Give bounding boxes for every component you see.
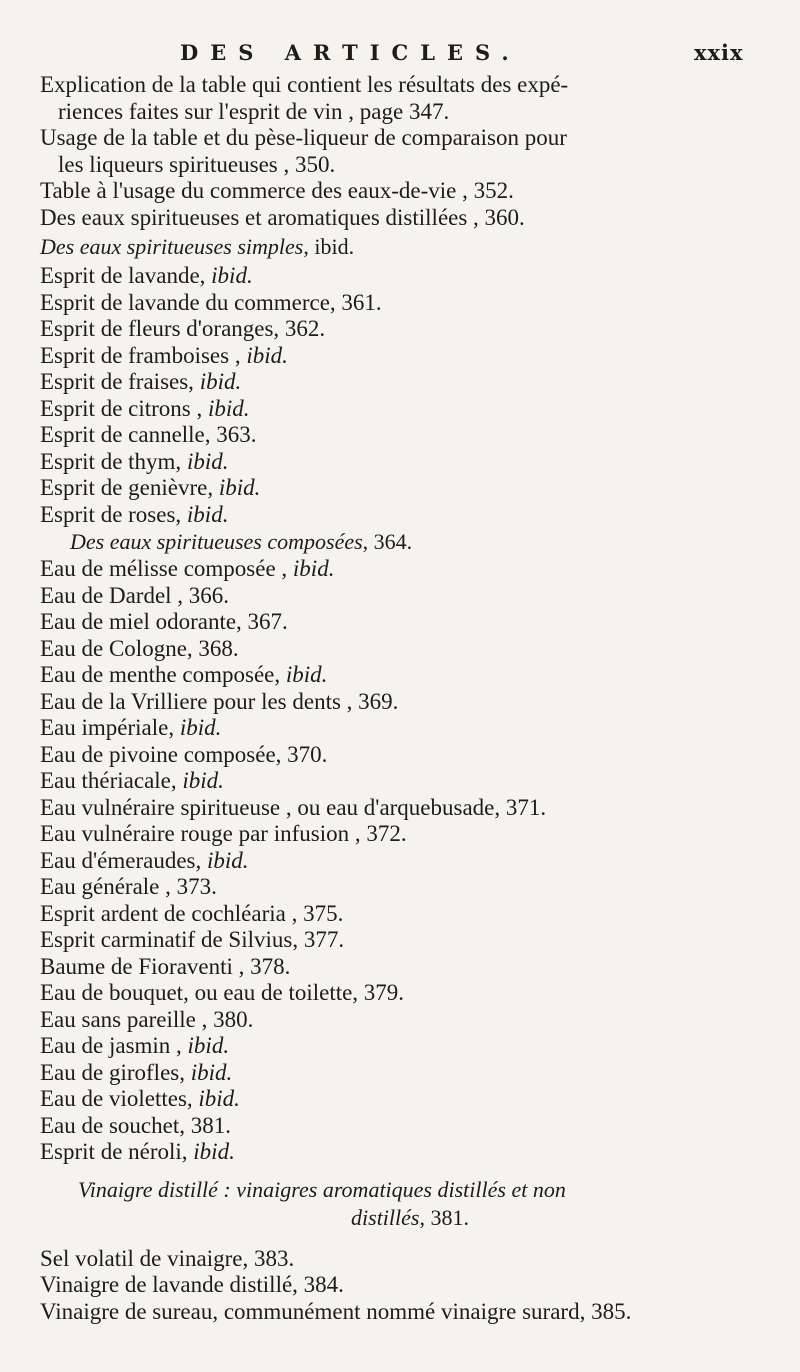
list-item: Sel volatil de vinaigre, 383.	[40, 1245, 295, 1271]
list-item: riences faites sur l'esprit de vin , page 347.	[58, 98, 450, 124]
list-item	[40, 689, 780, 716]
entry-name: Eau de bouquet, ou eau de toilette, 379.	[40, 980, 405, 1005]
intro-entries	[40, 72, 780, 231]
section-ref: , 381.	[419, 1204, 469, 1230]
entry-ref: ibid.	[179, 715, 222, 740]
section-heading-vinegar-cont	[40, 1204, 780, 1232]
entry-name: Esprit de lavande,	[40, 263, 212, 288]
list-item	[40, 768, 780, 795]
entry-name: Esprit carminatif de Silvius, 377.	[40, 927, 345, 952]
section-title: Des eaux spiritueuses composées	[70, 529, 363, 554]
entry-name: Esprit de lavande du commerce, 361.	[40, 289, 382, 315]
list-item	[40, 369, 780, 396]
list-item: Des eaux spiritueuses et aromatiques distillées , 360.	[40, 204, 525, 230]
entry-ref: ibid.	[207, 847, 249, 873]
compound-waters-list	[40, 556, 780, 1166]
entry-name: Esprit de cannelle, 363.	[40, 422, 257, 447]
entry-name: Eau d'émeraudes,	[40, 847, 207, 873]
list-item	[40, 556, 780, 583]
entry-ref: ibid.	[208, 395, 250, 421]
list-item	[40, 715, 780, 742]
list-item	[40, 636, 780, 663]
entry-ref: ibid.	[292, 556, 335, 581]
section-title-line2: distillés	[351, 1204, 420, 1230]
list-item	[40, 848, 780, 875]
list-item: Vinaigre de lavande distillé, 384.	[40, 1272, 344, 1297]
list-item	[40, 343, 780, 370]
entry-name: Eau de pivoine composée, 370.	[40, 741, 328, 767]
list-item	[40, 901, 780, 928]
entry-name: Esprit de citrons ,	[40, 395, 208, 421]
entry-name: Eau de souchet, 381.	[40, 1112, 231, 1138]
vinegars-list	[40, 1246, 780, 1326]
entry-name: Eau de jasmin ,	[40, 1033, 188, 1058]
section-title-line1: Vinaigre distillé : vinaigres aromatiques distillés et non	[78, 1176, 566, 1202]
list-item	[40, 954, 780, 981]
entry-ref: ibid.	[285, 662, 328, 687]
entry-ref: ibid.	[218, 475, 261, 500]
entry-ref: ibid.	[182, 768, 224, 793]
entry-name: Eau de Cologne, 368.	[40, 635, 239, 661]
section-ref: , 364.	[362, 529, 413, 554]
list-item	[40, 980, 780, 1007]
entry-ref: ibid.	[211, 263, 253, 288]
list-item	[40, 1139, 780, 1166]
list-item: les liqueurs spiritueuses , 350.	[58, 151, 336, 177]
entry-name: Baume de Fioraventi , 378.	[40, 953, 291, 979]
entry-name: Eau de miel odorante, 367.	[40, 609, 288, 634]
entry-name: Eau de mélisse composée ,	[40, 556, 293, 581]
entry-ref: ibid.	[187, 1033, 230, 1058]
list-item	[40, 475, 780, 502]
entry-name: Eau sans pareille , 380.	[40, 1006, 254, 1032]
list-item	[40, 742, 780, 769]
list-item	[40, 449, 780, 476]
list-item: Explication de la table qui contient les résultats des expé-	[40, 72, 569, 97]
list-item	[40, 1060, 780, 1087]
running-title: DES ARTICLES.	[180, 40, 521, 65]
list-item	[40, 795, 780, 822]
entry-name: Eau générale , 373.	[40, 874, 217, 899]
entry-name: Esprit de fleurs d'oranges, 362.	[40, 316, 326, 341]
list-item	[40, 1086, 780, 1113]
section-ref: , ibid.	[303, 234, 355, 259]
page-number: xxix	[694, 40, 744, 65]
section-title: Des eaux spiritueuses simples	[40, 234, 304, 259]
entry-name: Eau de menthe composée,	[40, 662, 286, 687]
list-item	[40, 1113, 780, 1140]
list-item	[40, 583, 780, 610]
list-item	[40, 396, 780, 423]
entry-ref: ibid.	[186, 448, 229, 474]
list-item	[40, 662, 780, 689]
entry-name: Esprit ardent de cochléaria , 375.	[40, 900, 344, 926]
entry-name: Eau impériale,	[40, 715, 180, 740]
list-item	[40, 821, 780, 848]
entry-name: Eau de violettes,	[40, 1086, 199, 1111]
entry-name: Esprit de genièvre,	[40, 475, 219, 500]
entry-ref: ibid.	[199, 369, 242, 394]
entry-name: Eau de girofles,	[40, 1059, 191, 1085]
section-heading-vinegar	[40, 1176, 780, 1204]
entry-name: Esprit de framboises ,	[40, 342, 247, 368]
entry-name: Eau de la Vrilliere pour les dents , 369.	[40, 688, 399, 714]
list-item	[40, 290, 780, 317]
simple-waters-list	[40, 263, 780, 528]
list-item	[40, 609, 780, 636]
list-item	[40, 1033, 780, 1060]
entry-name: Eau de Dardel , 366.	[40, 582, 230, 608]
list-item: Usage de la table et du pèse-liqueur de comparaison pour	[40, 125, 567, 150]
list-item	[40, 1007, 780, 1034]
table-of-contents	[40, 72, 780, 1325]
list-item	[40, 316, 780, 343]
entry-name: Esprit de roses,	[40, 501, 187, 527]
entry-name: Eau vulnéraire rouge par infusion , 372.	[40, 821, 407, 846]
entry-ref: ibid.	[190, 1059, 233, 1085]
entry-name: Esprit de fraises,	[40, 369, 200, 394]
entry-ref: ibid.	[246, 342, 288, 368]
entry-ref: ibid.	[186, 501, 229, 527]
list-item	[40, 422, 780, 449]
entry-name: Eau vulnéraire spiritueuse , ou eau d'arquebusade, 371.	[40, 794, 547, 820]
list-item	[40, 263, 780, 290]
entry-name: Esprit de thym,	[40, 448, 187, 474]
list-item: Table à l'usage du commerce des eaux-de-vie , 352.	[40, 178, 514, 203]
running-head	[0, 32, 800, 72]
list-item: Vinaigre de sureau, communément nommé vinaigre surard, 385.	[40, 1298, 632, 1324]
section-heading-simple	[40, 233, 780, 261]
entry-ref: ibid.	[193, 1139, 235, 1164]
list-item	[40, 502, 780, 529]
entry-name: Esprit de néroli,	[40, 1139, 194, 1164]
section-heading-compound	[40, 528, 780, 556]
entry-name: Eau thériacale,	[40, 768, 183, 793]
list-item	[40, 874, 780, 901]
entry-ref: ibid.	[198, 1086, 240, 1111]
list-item	[40, 927, 780, 954]
